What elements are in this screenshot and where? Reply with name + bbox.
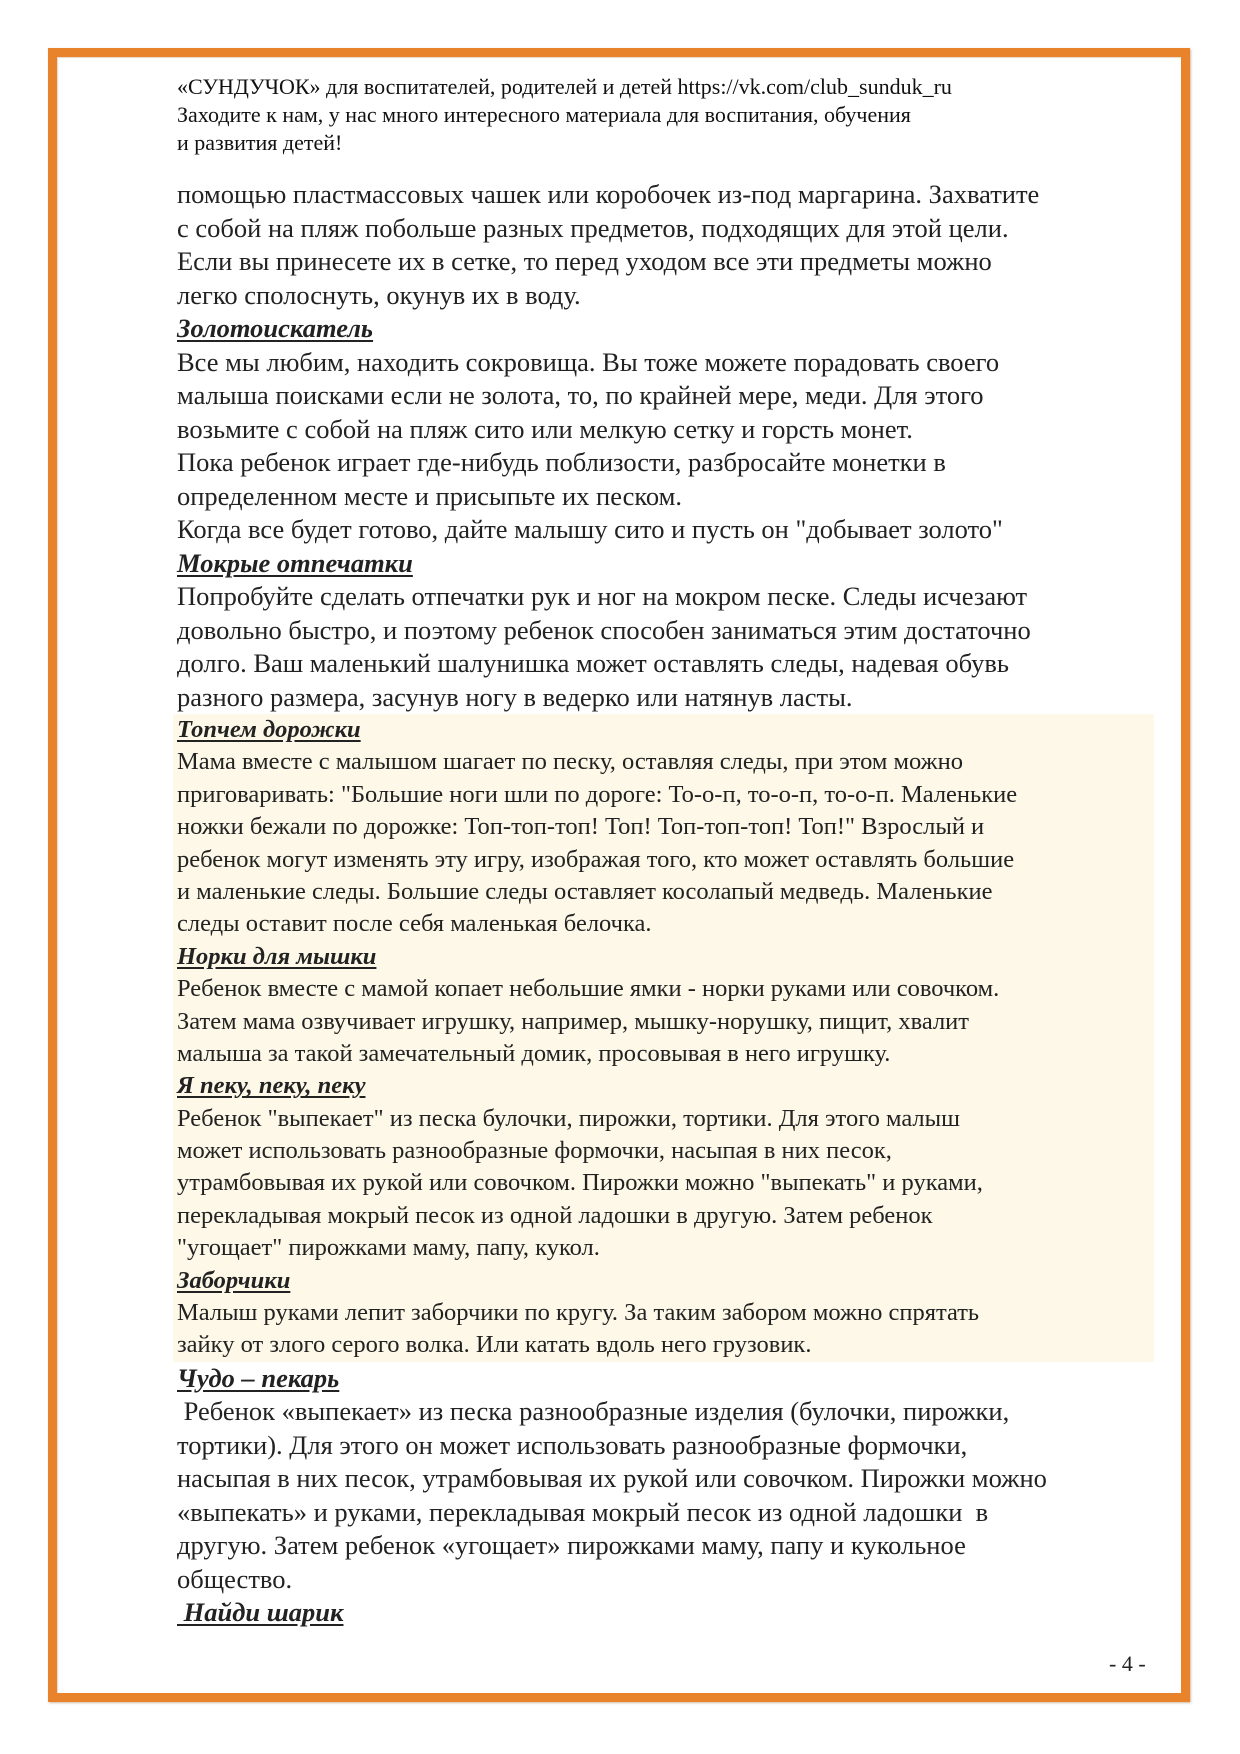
text-line: общество. <box>177 1563 293 1594</box>
text-line: «выпекать» и руками, перекладывая мокрый песок из одной ладошки в <box>177 1496 989 1527</box>
text-line: ножки бежали по дорожке: Топ-топ-топ! Топ! Топ-топ-топ! Топ!" Взрослый и <box>177 813 985 841</box>
text-line: легко сполоснуть, окунув их в воду. <box>177 279 581 310</box>
page-header <box>177 73 952 157</box>
text-line: зайку от злого серого волка. Или катать вдоль него грузовик. <box>177 1331 812 1359</box>
section-trample-paths <box>177 714 1154 941</box>
text-line: насыпая в них песок, утрамбовывая их рукой или совочком. Пирожки можно <box>177 1463 1047 1494</box>
heading-row <box>177 1265 1154 1297</box>
header-line: и развития детей! <box>177 130 343 155</box>
text-line: Ребенок "выпекает" из песка булочки, пирожки, тортики. Для этого малыш <box>177 1104 960 1132</box>
section-heading: Топчем дорожки <box>177 716 361 743</box>
header-line: Заходите к нам, у нас много интересного материала для воспитания, обучения <box>177 102 911 127</box>
section-heading: Чудо – пекарь <box>177 1362 340 1393</box>
section-mouse-burrows <box>177 941 1154 1071</box>
heading-row <box>177 714 1154 746</box>
text-line: и маленькие следы. Большие следы оставляет косолапый медведь. Маленькие <box>177 877 993 905</box>
text-line: возьмите с собой на пляж сито или мелкую сетку и горсть монет. <box>177 413 913 444</box>
text-line: малыша за такой замечательный домик, просовывая в него игрушку. <box>177 1039 891 1067</box>
text-line: Малыш руками лепит заборчики по кругу. За таким забором можно спрятать <box>177 1299 980 1327</box>
text-line: помощью пластмассовых чашек или коробочек из-под маргарина. Захватите <box>177 179 1040 209</box>
section-i-bake <box>177 1070 1154 1264</box>
text-line: другую. Затем ребенок «угощает» пирожками маму, папу и кукольное <box>177 1530 966 1561</box>
section-heading: Найди шарик <box>177 1597 344 1628</box>
section-heading: Золотоискатель <box>177 313 374 343</box>
text-line: Все мы любим, находить сокровища. Вы тоже можете порадовать своего <box>177 346 1000 377</box>
section-wet-prints <box>177 547 1177 715</box>
section-heading: Мокрые отпечатки <box>177 547 413 578</box>
section-heading: Я пеку, пеку, пеку <box>177 1072 366 1100</box>
header-line: «СУНДУЧОК» для воспитателей, родителей и детей https://vk.com/club_sunduk_ru <box>177 74 952 99</box>
text-line: Мама вместе с малышом шагает по песку, оставляя следы, при этом можно <box>177 748 963 776</box>
heading-row <box>177 1362 1177 1396</box>
article-body <box>177 178 1177 1630</box>
text-line: Ребенок вместе с мамой копает небольшие ямки - норки руками или совочком. <box>177 975 1000 1003</box>
text-line: следы оставит после себя маленькая белочка. <box>177 910 652 938</box>
text-line: может использовать разнообразные формочки, насыпая в них песок, <box>177 1137 892 1165</box>
heading-row <box>177 1596 1177 1630</box>
text-line: довольно быстро, и поэтому ребенок способен заниматься этим достаточно <box>177 614 1031 645</box>
text-line: Пока ребенок играет где-нибудь поблизости, разбросайте монетки в <box>177 447 946 477</box>
section-fences <box>177 1265 1154 1362</box>
intro-paragraph <box>177 178 1177 312</box>
heading-row <box>177 1070 1154 1102</box>
text-line: Если вы принесете их в сетке, то перед уходом все эти предметы можно <box>177 246 992 276</box>
text-line: Ребенок «выпекает» из песка разнообразные изделия (булочки, пирожки, <box>177 1396 1010 1427</box>
text-line: перекладывая мокрый песок из одной ладошки в другую. Затем ребенок <box>177 1201 933 1229</box>
text-line: определенном месте и присыпьте их песком. <box>177 480 683 511</box>
text-line: приговаривать: "Большие ноги шли по дороге: То-о-п, то-о-п, то-о-п. Маленькие <box>177 780 1018 808</box>
heading-row <box>177 941 1154 973</box>
text-line: малыша поисками если не золота, то, по крайней мере, меди. Для этого <box>177 380 984 410</box>
section-find-ball <box>177 1596 1177 1630</box>
section-heading: Заборчики <box>177 1266 291 1294</box>
highlighted-block <box>173 714 1154 1362</box>
page-number: - 4 - <box>1109 1651 1146 1676</box>
text-line: Попробуйте сделать отпечатки рук и ног на мокром песке. Следы исчезают <box>177 581 1028 611</box>
text-line: Затем мама озвучивает игрушку, например, мышку-норушку, пищит, хвалит <box>177 1007 970 1035</box>
heading-row <box>177 547 1177 581</box>
section-heading: Норки для мышки <box>177 942 377 970</box>
section-miracle-baker <box>177 1362 1177 1597</box>
text-line: долго. Ваш маленький шалунишка может оставлять следы, надевая обувь <box>177 648 1009 678</box>
text-line: с собой на пляж побольше разных предметов, подходящих для этой цели. <box>177 212 1009 243</box>
text-line: разного размера, засунув ногу в ведерко или натянув ласты. <box>177 681 853 712</box>
text-line: Когда все будет готово, дайте малышу сито и пусть он "добывает золото" <box>177 514 1003 544</box>
text-line: утрамбовывая их рукой или совочком. Пирожки можно "выпекать" и руками, <box>177 1169 983 1197</box>
text-line: ребенок могут изменять эту игру, изображая того, кто может оставлять большие <box>177 845 1015 873</box>
heading-row <box>177 312 1177 346</box>
section-gold-digger <box>177 312 1177 547</box>
text-line: "угощает" пирожками маму, папу, кукол. <box>177 1234 600 1262</box>
text-line: тортики). Для этого он может использовать разнообразные формочки, <box>177 1429 968 1460</box>
